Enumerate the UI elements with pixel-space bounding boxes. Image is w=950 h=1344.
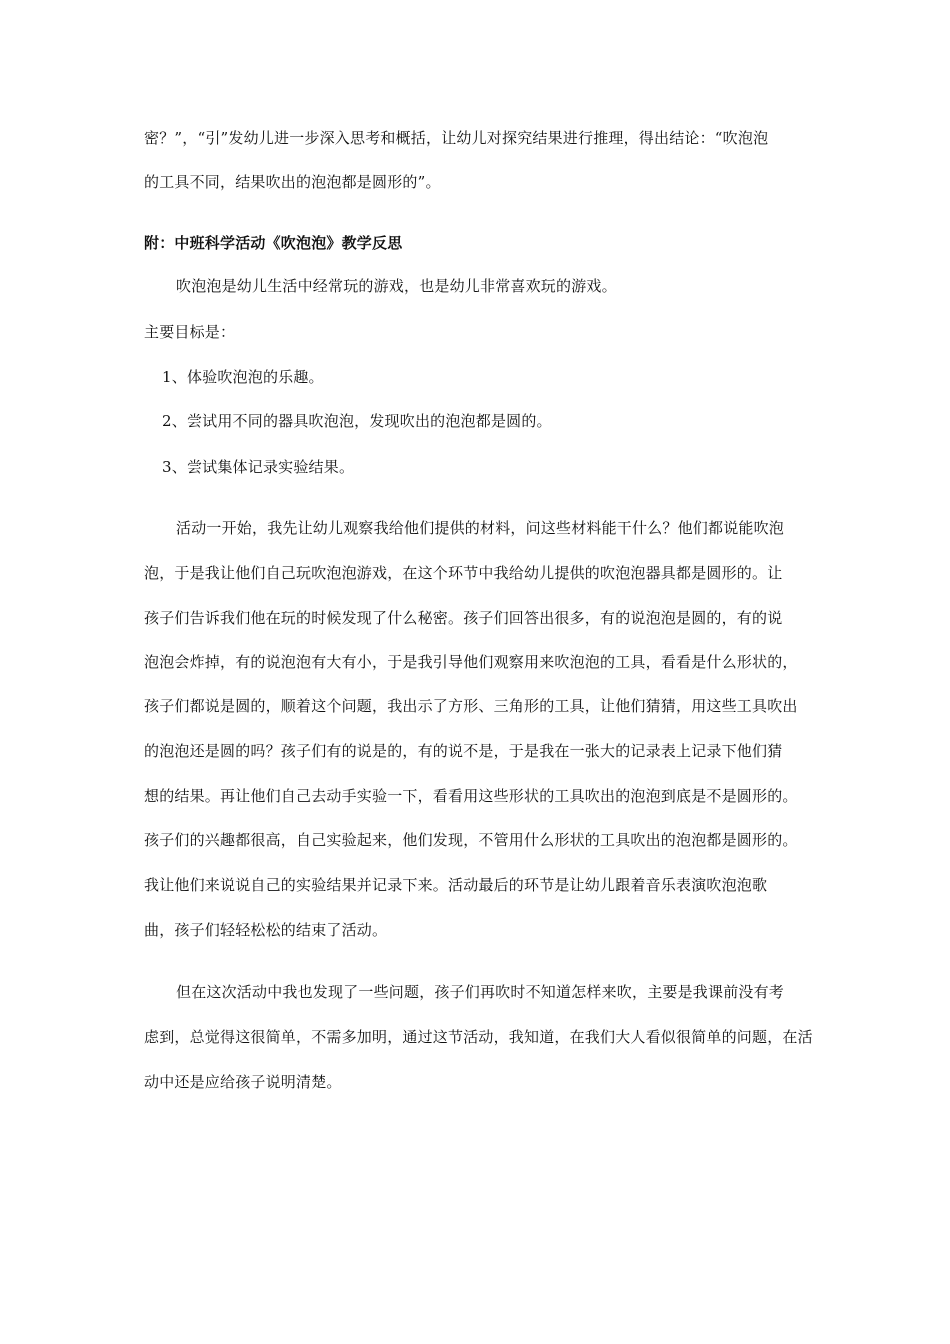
paragraph-line: 孩子们的兴趣都很高，自己实验起来，他们发现，不管用什么形状的工具吹出的泡泡都是圆形的。	[144, 831, 798, 849]
goal-item: 2、尝试用不同的器具吹泡泡，发现吹出的泡泡都是圆的。	[162, 412, 552, 430]
section-heading: 附：中班科学活动《吹泡泡》教学反思	[144, 234, 403, 252]
paragraph-line: 的泡泡还是圆的吗？孩子们有的说是的，有的说不是，于是我在一张大的记录表上记录下他们猜	[144, 742, 783, 760]
goal-item: 1、体验吹泡泡的乐趣。	[162, 368, 324, 386]
paragraph-line: 动中还是应给孩子说明清楚。	[144, 1073, 342, 1091]
paragraph-line: 曲，孩子们轻轻松松的结束了活动。	[144, 921, 388, 939]
paragraph-line: 但在这次活动中我也发现了一些问题，孩子们再吹时不知道怎样来吹，主要是我课前没有考	[176, 983, 785, 1001]
paragraph-line: 活动一开始，我先让幼儿观察我给他们提供的材料，问这些材料能干什么？他们都说能吹泡	[176, 519, 785, 537]
intro-line: 密？”，“引”发幼儿进一步深入思考和概括，让幼儿对探究结果进行推理，得出结论：“吹泡泡	[144, 129, 769, 147]
paragraph-line: 泡，于是我让他们自己玩吹泡泡游戏，在这个环节中我给幼儿提供的吹泡泡器具都是圆形的。让	[144, 564, 783, 582]
paragraph-line: 泡泡会炸掉，有的说泡泡有大有小，于是我引导他们观察用来吹泡泡的工具，看看是什么形状的，	[144, 653, 798, 671]
goal-item: 3、尝试集体记录实验结果。	[162, 458, 355, 476]
intro-line: 的工具不同，结果吹出的泡泡都是圆形的”。	[144, 173, 441, 191]
opening-sentence: 吹泡泡是幼儿生活中经常玩的游戏，也是幼儿非常喜欢玩的游戏。	[176, 277, 617, 295]
goals-label: 主要目标是：	[144, 323, 236, 341]
paragraph-line: 虑到，总觉得这很简单，不需多加明，通过这节活动，我知道，在我们大人看似很简单的问题，在活	[144, 1028, 813, 1046]
paragraph-line: 孩子们都说是圆的，顺着这个问题，我出示了方形、三角形的工具，让他们猜猜，用这些工具吹出	[144, 697, 798, 715]
paragraph-line: 想的结果。再让他们自己去动手实验一下，看看用这些形状的工具吹出的泡泡到底是不是圆形的。	[144, 787, 798, 805]
paragraph-line: 孩子们告诉我们他在玩的时候发现了什么秘密。孩子们回答出很多，有的说泡泡是圆的，有的说	[144, 609, 783, 627]
paragraph-line: 我让他们来说说自己的实验结果并记录下来。活动最后的环节是让幼儿跟着音乐表演吹泡泡歌	[144, 876, 768, 894]
